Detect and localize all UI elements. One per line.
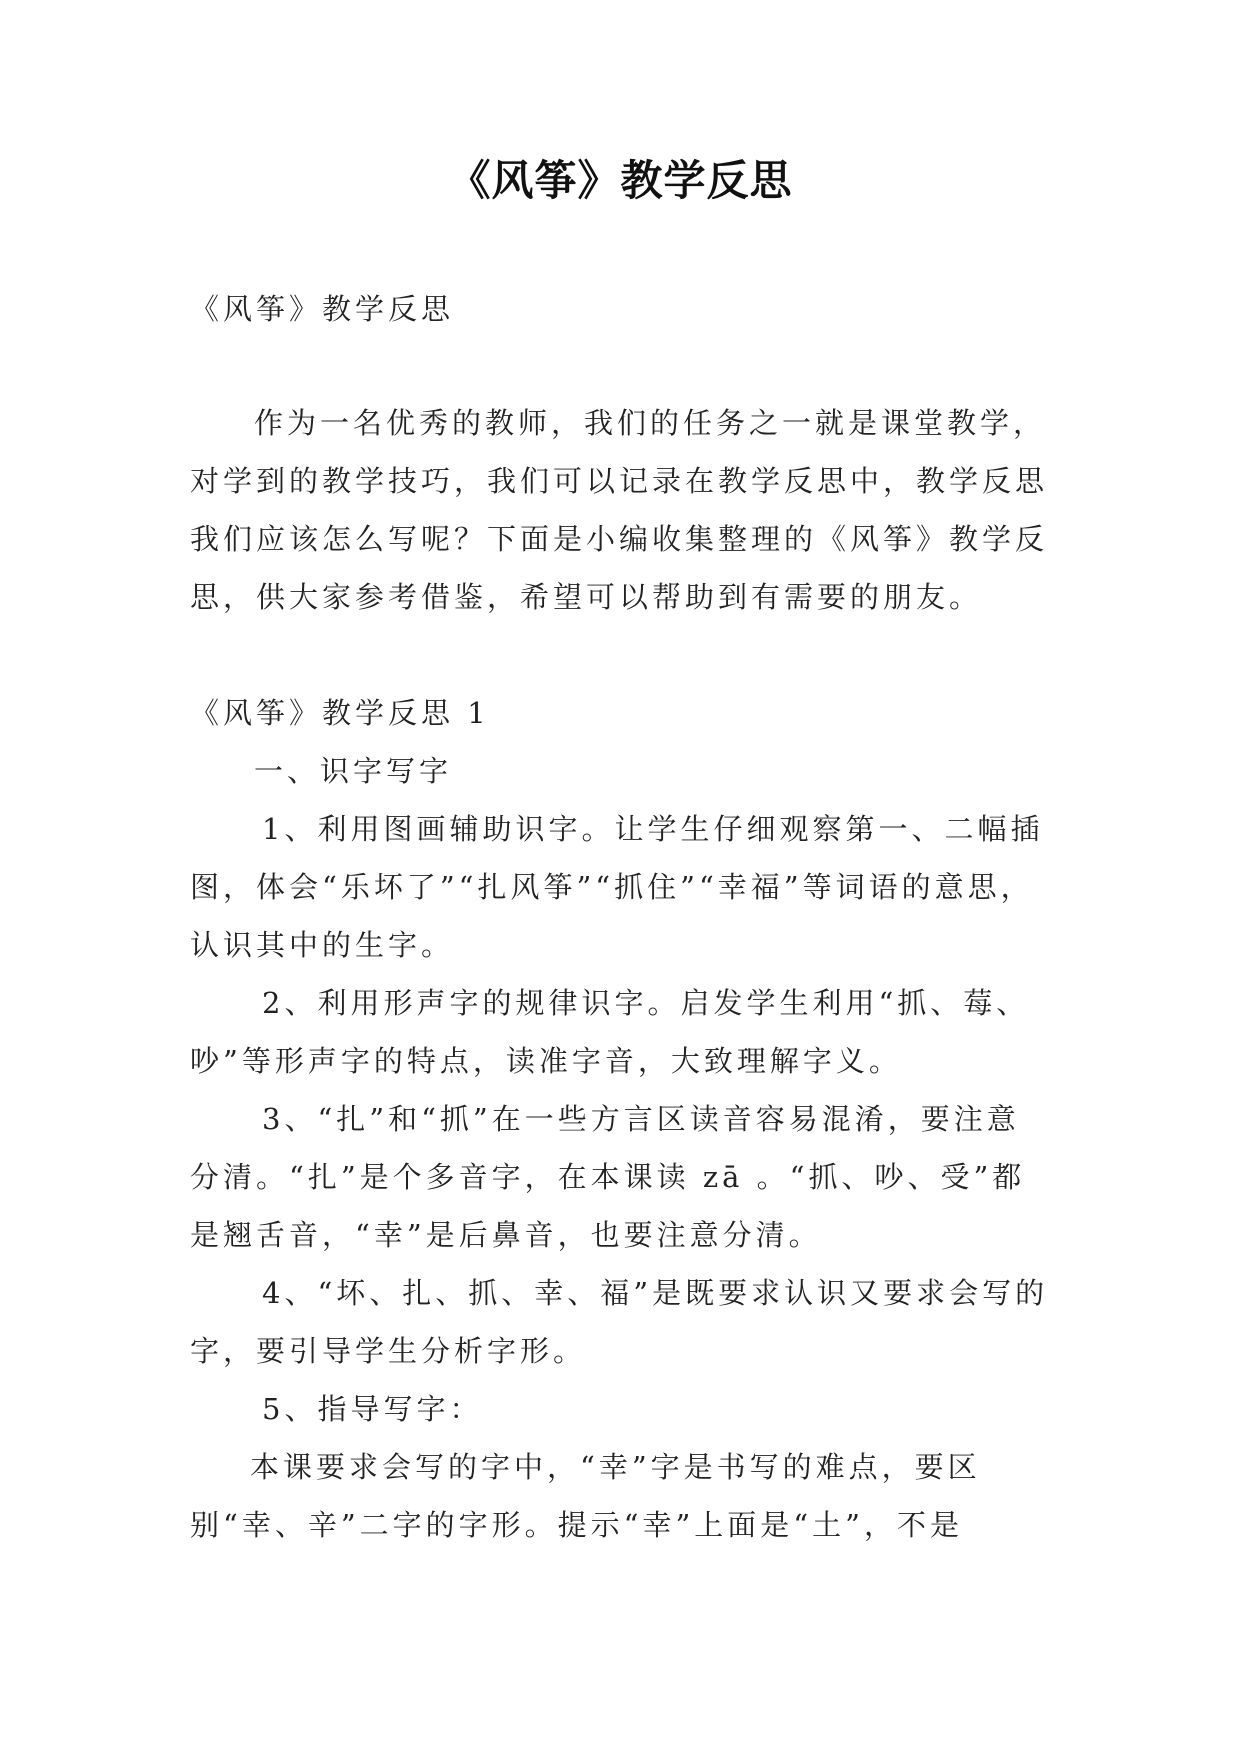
- writing-guidance-paragraph: 本课要求会写的字中，“幸”字是书写的难点，要区别“幸、辛”二字的字形。提示“幸”上面是“土”，不是: [190, 1450, 981, 1542]
- document-body: [190, 280, 1050, 1554]
- subsection-title: 一、识字写字: [254, 754, 453, 788]
- section-title: 《风筝》教学反思 1: [190, 696, 490, 730]
- item-4: 4、“坏、扎、抓、幸、福”是既要求认识又要求会写的字，要引导学生分析字形。: [190, 1276, 1049, 1368]
- item-1: 1、利用图画辅助识字。让学生仔细观察第一、二幅插图，体会“乐坏了”“扎风筝”“抓住”“幸福”等词语的意思，认识其中的生字。: [190, 812, 1044, 962]
- item-2: 2、利用形声字的规律识字。启发学生利用“抓、莓、吵”等形声字的特点，读准字音，大致理解字义。: [190, 986, 1030, 1078]
- item-3: 3、“扎”和“抓”在一些方言区读音容易混淆，要注意分清。“扎”是个多音字，在本课读 zā 。“抓、吵、受”都是翘舌音，“幸”是后鼻音，也要注意分清。: [190, 1102, 1026, 1252]
- document-subtitle: 《风筝》教学反思: [190, 292, 455, 326]
- item-5: 5、指导写字：: [262, 1392, 483, 1426]
- intro-paragraph: 作为一名优秀的教师，我们的任务之一就是课堂教学，对学到的教学技巧，我们可以记录在教学反思中，教学反思我们应该怎么写呢？下面是小编收集整理的《风筝》教学反思，供大家参考借鉴，希望可以帮助到有需要的朋友。: [190, 406, 1049, 614]
- document-title: 《风筝》教学反思: [448, 156, 793, 205]
